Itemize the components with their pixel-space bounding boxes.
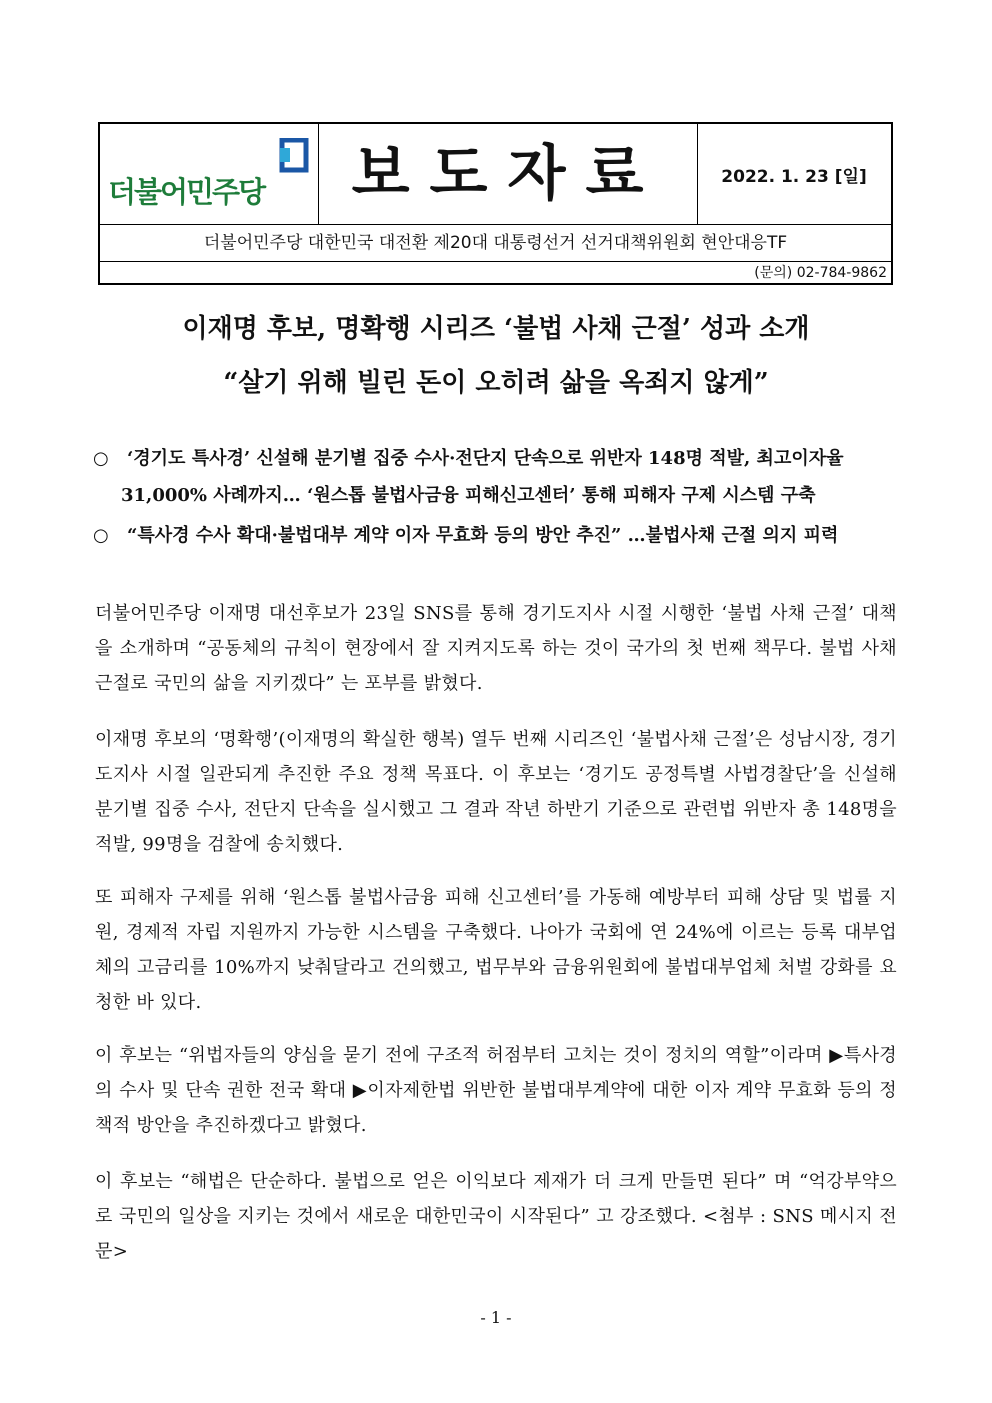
- headline-subtitle: “살기 위해 빌린 돈이 오히려 삶을 옥죄지 않게”: [223, 368, 769, 398]
- bullet-2-line-1: “특사경 수사 확대·불법대부 계약 이자 무효화 등의 방안 추진” …불법사채 근절 의지 피력: [127, 525, 839, 546]
- party-logo-icon: [274, 138, 312, 178]
- organization-line: 더불어민주당 대한민국 대전환 제20대 대통령선거 선거대책위원회 현안대응TF: [100, 225, 891, 262]
- body-paragraph-5: 이 후보는 “해법은 단순하다. 불법으로 얻은 이익보다 제재가 더 크게 만들면 된다” 며 “억강부약으로 국민의 일상을 지키는 것에서 새로운 대한민국이 시작된다” 고 강조했다. <첨부 : SNS 메시지 전문>: [95, 1171, 897, 1262]
- page-number: - 1 -: [480, 1308, 512, 1327]
- circle-bullet-icon: ○: [93, 525, 109, 546]
- contact-number: (문의) 02-784-9862: [754, 265, 887, 281]
- logo-cell: [100, 124, 319, 224]
- body-paragraph-2: 이재명 후보의 ‘명확행’(이재명의 확실한 행복) 열두 번째 시리즈인 ‘불법사채 근절’은 성남시장, 경기도지사 시절 일관되게 추진한 주요 정책 목표다. 이 후보는 ‘경기도 공정특별 사법경찰단’을 신설해 분기별 집중 수사, 전단지 단속을 실시했고 그 결과 작년 하반기 기준으로 관련법 위반자 총 148명을 적발, 99명을 검찰에 송치했다.: [95, 729, 897, 855]
- summary-bullet-1: [93, 441, 903, 476]
- body-paragraph-3: 또 피해자 구제를 위해 ‘원스톱 불법사금융 피해 신고센터’를 가동해 예방부터 피해 상담 및 법률 지원, 경제적 자립 지원까지 가능한 시스템을 구축했다. 나아가 국회에 연 24%에 이르는 등록 대부업체의 고금리를 10%까지 낮춰달라고 건의했고, 법무부와 금융위원회에 불법대부업체 처벌 강화를 요청한 바 있다.: [95, 887, 897, 1013]
- body-paragraph-4: 이 후보는 “위법자들의 양심을 묻기 전에 구조적 허점부터 고치는 것이 정치의 역할”이라며 ▶특사경의 수사 및 단속 권한 전국 확대 ▶이자제한법 위반한 불법대부계약에 대한 이자 계약 무효화 등의 정책적 방안을 추진하겠다고 밝혔다.: [95, 1045, 897, 1136]
- summary-bullet-2: [93, 518, 903, 553]
- headline-title: 이재명 후보, 명확행 시리즈 ‘불법 사채 근절’ 성과 소개: [182, 314, 810, 344]
- circle-bullet-icon: ○: [93, 448, 109, 469]
- release-date: 2022. 1. 23 [일]: [721, 167, 867, 187]
- title-cell: [318, 124, 698, 224]
- press-release-title: 보도자료: [351, 139, 664, 209]
- party-logo-text: 더불어민주당: [108, 175, 265, 209]
- press-release-header: [98, 122, 893, 285]
- bullet-1-line-1: ‘경기도 특사경’ 신설해 분기별 집중 수사·전단지 단속으로 위반자 148명 적발, 최고이자율: [127, 448, 844, 469]
- contact-line: [100, 262, 891, 285]
- body-paragraph-1: 더불어민주당 이재명 대선후보가 23일 SNS를 통해 경기도지사 시절 시행한 ‘불법 사채 근절’ 대책을 소개하며 “공동체의 규칙이 현장에서 잘 지켜지도록 하는 것이 국가의 첫 번째 책무다. 불법 사채 근절로 국민의 삶을 지키겠다” 는 포부를 밝혔다.: [95, 603, 897, 694]
- bullet-1-line-2: 31,000% 사례까지… ‘원스톱 불법사금융 피해신고센터’ 통해 피해자 구제 시스템 구축: [121, 485, 816, 506]
- date-cell: [697, 124, 891, 224]
- header-top-row: [100, 124, 891, 225]
